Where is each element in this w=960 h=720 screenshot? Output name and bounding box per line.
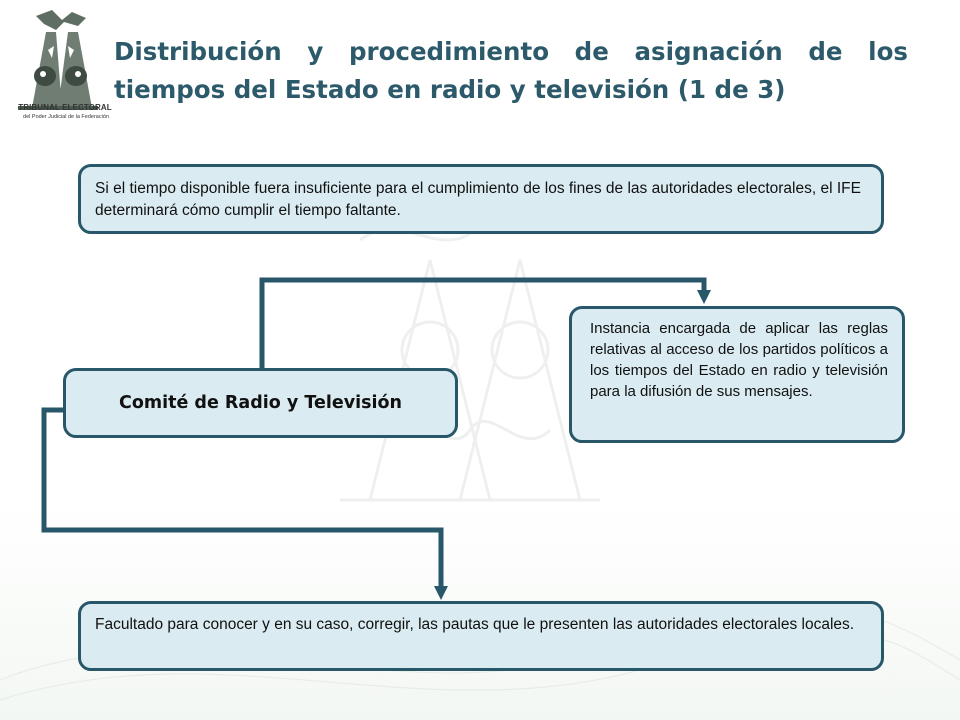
insufficient-time-text: Si el tiempo disponible fuera insuficiente para el cumplimiento de los fines de las autoridades electorales, el IFE determinará cómo cumplir el tiempo faltante. bbox=[95, 180, 861, 219]
logo-name: TRIBUNAL ELECTORAL bbox=[18, 103, 112, 112]
logo-subtitle: del Poder Judicial de la Federación bbox=[23, 114, 109, 120]
insufficient-time-box bbox=[78, 164, 884, 234]
instancia-text: Instancia encargada de aplicar las reglas relativas al acceso de los partidos políticos a los tiempos del Estado en radio y televisión para la difusión de sus mensajes. bbox=[590, 320, 888, 400]
arrowhead-to-instancia bbox=[697, 290, 711, 304]
comite-label: Comité de Radio y Televisión bbox=[119, 393, 402, 413]
facultado-box bbox=[78, 601, 884, 671]
instancia-box bbox=[569, 306, 905, 443]
comite-box bbox=[63, 368, 458, 438]
arrowhead-to-bottom bbox=[434, 586, 448, 600]
facultado-text: Facultado para conocer y en su caso, corregir, las pautas que le presenten las autoridades electorales locales. bbox=[95, 616, 855, 633]
page-title: Distribución y procedimiento de asignación de los tiempos del Estado en radio y televisión (1 de 3) bbox=[114, 37, 908, 104]
